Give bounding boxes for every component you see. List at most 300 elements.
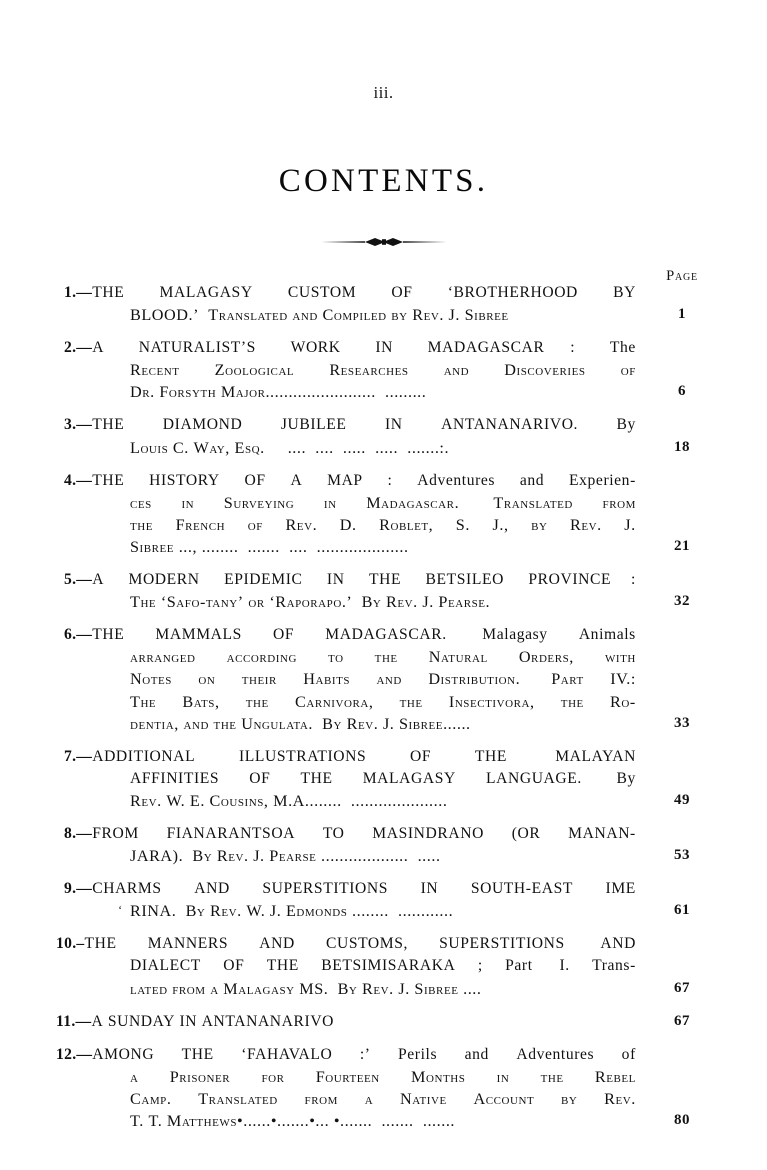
text-token: IV.: <box>610 670 636 689</box>
text-token: Rebel <box>594 1067 636 1086</box>
text-token: arranged <box>130 648 196 667</box>
text-token: Roblet, <box>379 515 434 534</box>
text-token <box>289 1088 294 1110</box>
text-token <box>512 569 521 591</box>
text-token: Perils <box>398 1045 438 1063</box>
page-column-header: Page <box>666 268 698 284</box>
text-token <box>357 646 362 668</box>
text-token <box>369 282 378 304</box>
text-token: the <box>560 692 584 711</box>
text-token <box>505 470 510 492</box>
text-token: ....... <box>381 1112 414 1130</box>
text-token <box>611 514 616 536</box>
text-token: IN <box>179 1012 198 1030</box>
text-token: Rev. <box>346 714 379 733</box>
text-token: EPIDEMIC <box>224 571 303 589</box>
text-token <box>442 514 447 536</box>
text-token <box>384 691 389 713</box>
text-token: CHARMS <box>92 880 162 898</box>
toc-entry-text <box>130 492 636 514</box>
text-token: T. <box>148 1112 163 1130</box>
text-token: OF <box>391 284 413 301</box>
text-token: and <box>376 670 402 689</box>
text-token: Animals <box>578 626 636 644</box>
text-token <box>344 1044 349 1066</box>
text-token: THE <box>84 935 117 953</box>
text-token: LANGUAGE. <box>485 769 582 787</box>
text-token <box>267 337 281 359</box>
text-token: SUPERSTITIONS <box>439 935 565 953</box>
toc-entry-line <box>88 790 636 812</box>
text-token: (OR <box>511 824 541 842</box>
toc-entry-text <box>92 414 636 436</box>
toc-entry-text <box>92 746 636 768</box>
text-token <box>404 337 418 359</box>
text-token: and <box>464 1045 489 1063</box>
text-token <box>372 1110 381 1132</box>
toc-entry-text <box>92 624 636 646</box>
text-token <box>389 900 398 922</box>
text-token: By <box>185 902 206 921</box>
text-token: a <box>210 979 219 998</box>
text-token: M.A........ <box>273 791 342 810</box>
toc-entry[interactable] <box>0 569 767 613</box>
text-token: Native <box>399 1089 447 1108</box>
text-token: SUNDAY <box>107 1012 175 1030</box>
text-token: TO <box>322 824 345 842</box>
toc-entry-text <box>92 1044 636 1066</box>
text-token <box>402 878 407 900</box>
text-token: MAP <box>327 471 363 489</box>
text-token <box>361 668 366 690</box>
text-token <box>382 1044 387 1066</box>
text-token: W. <box>246 902 266 921</box>
toc-entry-line <box>64 282 636 304</box>
text-token: ..... <box>375 438 399 457</box>
text-token <box>552 823 557 845</box>
text-token <box>417 414 426 436</box>
toc-entry-line <box>88 492 636 514</box>
text-token: Translated <box>208 306 288 325</box>
text-token: Ro- <box>610 692 636 711</box>
text-token: Translated <box>493 493 573 512</box>
text-token: the <box>130 515 154 534</box>
toc-entry[interactable] <box>0 933 767 999</box>
text-token: The <box>130 593 157 612</box>
toc-entry-body <box>64 746 636 812</box>
toc-entry-line <box>88 437 636 459</box>
text-token: Researches <box>329 361 409 380</box>
text-token: ANTANANARIVO <box>201 1012 335 1030</box>
text-token <box>210 955 215 977</box>
toc-entry-text <box>130 646 636 668</box>
toc-entry[interactable] <box>0 337 767 403</box>
toc-entry-number: 8.— <box>64 824 93 842</box>
text-token: Orders, <box>518 648 574 667</box>
text-token <box>280 691 285 713</box>
text-token: ..... <box>342 438 366 457</box>
text-token <box>280 536 289 558</box>
text-token: MAMMALS <box>155 626 242 644</box>
text-token <box>310 646 315 668</box>
text-token: Way, <box>193 438 230 457</box>
text-token: from <box>304 1089 338 1108</box>
text-token: Carnivora, <box>295 692 374 711</box>
text-token: OF <box>244 471 266 489</box>
toc-page-number: 21 <box>674 537 690 554</box>
text-token: AFFINITIES <box>130 769 220 787</box>
text-token: IN <box>326 571 345 589</box>
toc-entry-line <box>64 624 636 646</box>
text-token: •....... <box>333 1112 373 1130</box>
text-token: PROVINCE <box>528 571 612 589</box>
toc-page-number: 6 <box>678 383 686 400</box>
text-token <box>253 955 258 977</box>
text-token: .......:. <box>407 438 450 457</box>
text-token: J. <box>382 714 395 733</box>
text-token: Bats, <box>182 692 220 711</box>
text-token: Camp. <box>130 1089 172 1108</box>
text-token: The <box>609 339 636 357</box>
text-token: AMONG <box>92 1045 155 1063</box>
toc-entry-number: 10.– <box>56 935 85 953</box>
text-token <box>176 900 185 922</box>
text-token <box>164 492 169 514</box>
toc-entry-line <box>64 414 636 436</box>
toc-entry-text <box>91 1011 636 1033</box>
toc-entry-text <box>85 933 637 955</box>
text-token <box>266 282 275 304</box>
text-token: Pearse. <box>438 593 491 612</box>
text-token <box>433 691 438 713</box>
toc-entry[interactable] <box>0 1044 767 1132</box>
toc-entry-body <box>64 470 636 558</box>
toc-entry[interactable] <box>0 624 767 734</box>
text-token: J. <box>448 306 460 325</box>
toc-entry-body <box>56 1044 636 1132</box>
text-token <box>545 1088 550 1110</box>
text-token: Rev. <box>386 593 418 612</box>
toc-entry[interactable] <box>0 746 767 812</box>
toc-entry-text <box>130 1088 636 1110</box>
text-token <box>414 1110 423 1132</box>
text-token: J. <box>398 979 410 998</box>
toc-entry[interactable] <box>0 1011 767 1033</box>
toc-entry-line <box>88 768 636 790</box>
toc-entry-line <box>88 514 636 536</box>
text-token: according <box>226 648 297 667</box>
text-token <box>257 414 266 436</box>
text-token <box>484 359 489 381</box>
text-token: the <box>399 692 423 711</box>
text-token: BY <box>613 284 636 301</box>
text-token: by <box>561 1089 578 1108</box>
text-token: ..., <box>178 537 198 556</box>
text-token: MALAGASY <box>362 769 456 787</box>
toc-entry-text <box>130 768 636 790</box>
text-token: and <box>443 361 470 380</box>
text-token <box>595 668 600 690</box>
text-token <box>241 933 246 955</box>
text-token <box>150 823 155 845</box>
toc-entry[interactable] <box>0 823 767 867</box>
text-token <box>408 845 417 867</box>
text-token <box>591 282 600 304</box>
text-token: ILLUSTRATIONS <box>238 747 367 765</box>
text-token: Natural <box>428 648 488 667</box>
toc-entry-number: 5.— <box>64 571 93 589</box>
toc-page-number: 80 <box>674 1112 690 1129</box>
text-token <box>561 624 566 646</box>
text-token <box>176 878 181 900</box>
text-token <box>460 624 469 646</box>
text-token: a <box>364 1089 374 1108</box>
text-token: ‘FAHAVALO <box>241 1045 333 1063</box>
toc-entry-text <box>130 691 636 713</box>
text-token: dentia, <box>130 714 179 733</box>
toc-entry[interactable] <box>0 878 767 922</box>
toc-entry[interactable] <box>0 414 767 458</box>
toc-entry-line <box>88 978 636 1000</box>
text-token: : <box>631 571 636 589</box>
text-token <box>421 933 426 955</box>
text-token: and <box>183 714 209 733</box>
text-token: lated <box>130 979 168 998</box>
text-token <box>492 955 497 977</box>
text-token <box>162 514 167 536</box>
toc-entry-number: 6.— <box>64 626 93 644</box>
toc-entry-line <box>88 1110 636 1132</box>
toc-entry-text <box>130 1110 636 1132</box>
toc-entry-text <box>130 359 636 381</box>
toc-entry-line <box>56 933 636 955</box>
toc-entry-line <box>88 591 636 613</box>
text-token <box>183 845 192 867</box>
text-token <box>310 569 319 591</box>
toc-entry-line <box>56 1044 636 1066</box>
text-token: IN <box>420 880 439 898</box>
text-token: to <box>328 648 344 667</box>
toc-entry-line <box>64 470 636 492</box>
text-token: WORK <box>290 339 341 357</box>
text-token <box>403 470 408 492</box>
text-token <box>373 470 378 492</box>
text-token: Forsyth <box>159 383 217 402</box>
text-token <box>308 933 313 955</box>
text-token: Compiled <box>322 306 387 325</box>
toc-entry-text <box>130 900 636 922</box>
text-token <box>356 823 361 845</box>
text-token: their <box>241 670 277 689</box>
text-token: or <box>248 593 265 612</box>
toc-entry[interactable] <box>0 282 767 326</box>
toc-entry-line <box>88 691 636 713</box>
text-token <box>413 668 418 690</box>
text-token <box>183 668 188 690</box>
text-token <box>352 591 361 613</box>
text-token: HISTORY <box>149 471 220 489</box>
text-token: Esq. <box>234 438 265 457</box>
text-token <box>276 470 281 492</box>
text-token: ....... <box>422 1112 456 1130</box>
text-token: MASINDRANO <box>372 824 484 842</box>
text-token <box>588 1088 593 1110</box>
page-title: CONTENTS. <box>278 163 489 199</box>
text-token <box>183 1088 188 1110</box>
text-token: and <box>292 306 318 325</box>
text-token: OF <box>223 957 245 975</box>
text-token: the <box>213 714 237 733</box>
text-token: Sibree <box>130 537 175 556</box>
text-token <box>592 768 606 790</box>
text-token <box>166 1044 171 1066</box>
text-token <box>449 1044 454 1066</box>
text-token <box>130 933 135 955</box>
text-token <box>281 768 290 790</box>
toc-entry-number: 3.— <box>64 416 93 434</box>
text-token: ; <box>477 957 483 975</box>
text-token: MANAN- <box>568 824 636 842</box>
text-token <box>586 337 600 359</box>
toc-entry-text <box>130 713 636 735</box>
text-token <box>312 470 317 492</box>
toc-entry[interactable] <box>0 470 767 558</box>
text-token: ces <box>130 493 152 512</box>
text-token: Habits <box>303 670 351 689</box>
text-token <box>384 746 393 768</box>
toc-entry-number: 2.— <box>64 339 93 357</box>
text-token: : <box>570 339 576 357</box>
text-token <box>384 1088 389 1110</box>
toc-entry-line <box>88 359 636 381</box>
text-token: IN <box>375 339 393 357</box>
text-token: SUPERSTITIONS <box>262 880 389 898</box>
text-token <box>255 624 260 646</box>
text-token: IN <box>385 416 403 434</box>
toc-page-number: 61 <box>674 902 690 919</box>
text-token <box>476 1066 485 1088</box>
text-token: Recent <box>130 361 180 380</box>
text-token <box>391 1066 400 1088</box>
text-token <box>309 359 314 381</box>
toc-entry-number: 12.— <box>56 1045 93 1063</box>
text-token <box>352 569 361 591</box>
text-token: By <box>361 593 382 612</box>
text-token: from <box>602 493 636 512</box>
text-token <box>306 437 315 459</box>
text-token <box>376 381 385 403</box>
text-token <box>213 746 222 768</box>
text-token: I. <box>559 957 570 975</box>
toc-page-number: 1 <box>678 306 686 323</box>
text-token: By <box>192 847 213 866</box>
toc-entry-line <box>64 337 636 359</box>
text-token <box>545 691 550 713</box>
text-token <box>241 1066 250 1088</box>
toc-page-number: 33 <box>674 714 690 731</box>
text-token <box>520 1066 529 1088</box>
text-token: Experien- <box>569 471 636 489</box>
text-token: Adventures <box>516 1045 595 1063</box>
text-token: Prisoner <box>169 1067 231 1086</box>
text-token: SOUTH-EAST <box>470 880 573 898</box>
toc-entry-line <box>88 713 636 735</box>
text-token <box>585 492 590 514</box>
text-token: .... <box>289 537 308 556</box>
text-token <box>238 536 247 558</box>
text-token: Translated <box>198 1089 278 1108</box>
toc-entry-text <box>92 823 636 845</box>
toc-entry-text <box>130 978 636 1000</box>
text-token <box>411 646 416 668</box>
text-token: JUBILEE <box>280 416 347 434</box>
text-token: ..................... <box>350 791 448 810</box>
text-token <box>139 414 148 436</box>
text-token: Notes <box>130 670 172 689</box>
toc-entry-text <box>130 304 636 326</box>
text-token: Dr. <box>130 383 155 402</box>
toc-page-number: 49 <box>674 791 690 808</box>
text-token: ‘Safo-tany’ <box>160 593 244 612</box>
text-token: the <box>245 692 269 711</box>
stray-ink-mark: ‘ <box>118 902 123 918</box>
toc-entry-text <box>92 282 636 304</box>
toc-entry-line <box>88 1088 636 1110</box>
toc-entry-text <box>130 1066 636 1088</box>
text-token: MADAGASCAR <box>427 339 545 357</box>
text-token: MADAGASCAR. <box>325 626 447 644</box>
text-token: ‘Raporapo.’ <box>269 593 353 612</box>
text-token: A <box>92 339 105 357</box>
toc-entry-text <box>92 878 636 900</box>
text-token: Insectivora, <box>448 692 535 711</box>
text-token <box>524 746 538 768</box>
text-token: NATURALIST’S <box>138 339 256 357</box>
text-token: by <box>531 515 548 534</box>
toc-entry-body <box>56 933 636 999</box>
text-token: on <box>198 670 216 689</box>
text-token: J., <box>492 515 509 534</box>
text-token: the <box>540 1067 564 1086</box>
toc-entry-body <box>64 337 636 403</box>
text-token <box>342 790 351 812</box>
text-token: J. <box>422 593 434 612</box>
text-token: Months <box>411 1067 466 1086</box>
toc-entry-body <box>64 823 636 867</box>
text-token: French <box>175 515 226 534</box>
text-token: and <box>519 471 545 489</box>
text-token <box>307 536 316 558</box>
toc-entry-line <box>64 569 636 591</box>
text-token: ..... <box>417 847 441 866</box>
text-token: A <box>91 1012 104 1030</box>
text-token: from <box>172 979 206 998</box>
text-token: J. <box>253 847 265 866</box>
text-token: BLOOD.’ <box>130 306 200 325</box>
text-token: Major........................ <box>220 383 376 402</box>
text-token <box>230 768 239 790</box>
text-token: FIANARANTSOA <box>166 824 296 842</box>
toc-entry-text <box>130 668 636 690</box>
text-token: MALAGASY <box>159 284 253 301</box>
text-token <box>308 955 313 977</box>
text-token <box>452 878 457 900</box>
text-token: Ungulata. <box>241 714 313 733</box>
text-token: Rev. <box>216 847 249 866</box>
text-token: .... <box>315 438 334 457</box>
toc-entry-line <box>88 668 636 690</box>
toc-entry-line <box>56 1011 636 1033</box>
